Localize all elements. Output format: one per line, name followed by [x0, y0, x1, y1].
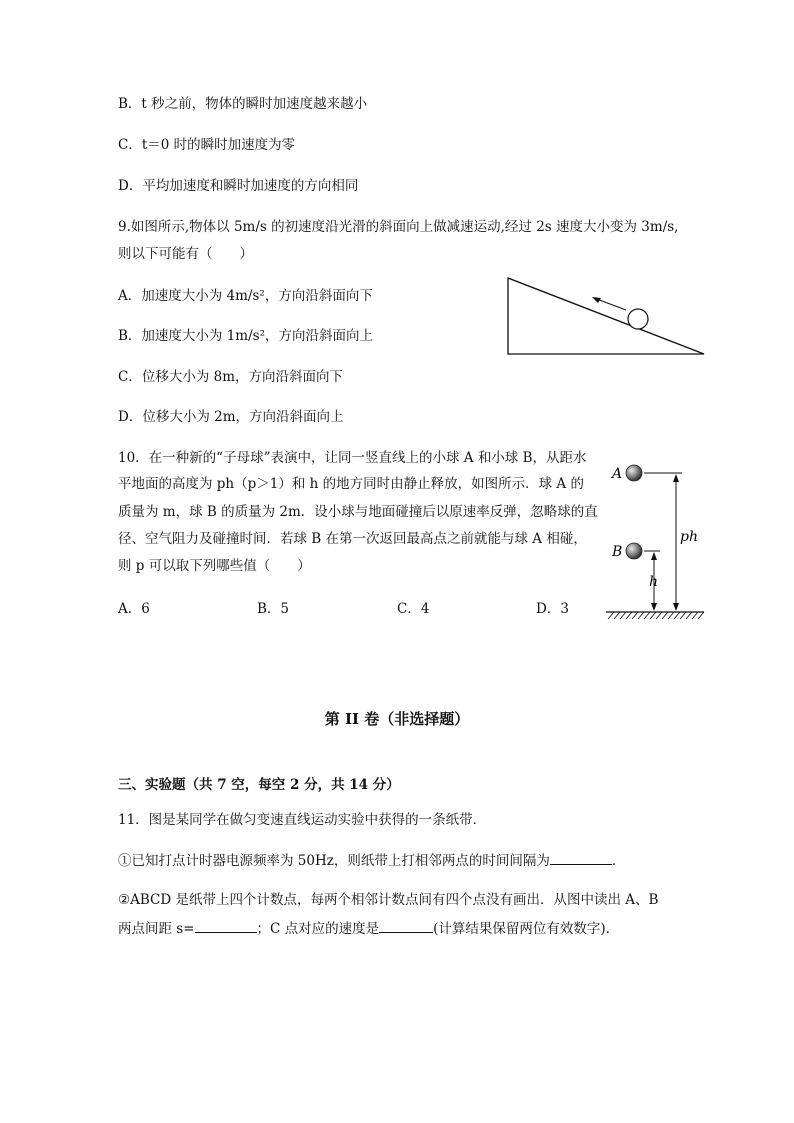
q11-sub1-text: ①已知打点计时器电源频率为 50Hz，则纸带上打相邻两点的时间间隔为: [118, 853, 550, 869]
q9-stem-line1: 9.如图所示,物体以 5m/s 的初速度沿光滑的斜面向上做减速运动,经过 2s 速度大小变为 3m/s,: [118, 219, 679, 235]
label-h: h: [649, 574, 659, 590]
q9-option-c: C．位移大小为 8m，方向沿斜面向下: [118, 369, 344, 385]
ball-b: [626, 543, 642, 559]
q10-option-c: C．4: [397, 601, 430, 617]
q10-stem-line4: 径、空气阻力及碰撞时间．若球 B 在第一次返回最高点之前就能与球 A 相碰，: [118, 531, 587, 547]
q9-option-b: B．加速度大小为 1m/s²，方向沿斜面向上: [118, 328, 373, 344]
two-ball-figure: [600, 455, 710, 625]
ball-a: [626, 465, 642, 481]
label-a: A: [612, 466, 623, 482]
answer-blank-distance[interactable]: [195, 919, 257, 933]
incline-ball: [628, 309, 648, 329]
q8-option-b: B．t 秒之前，物体的瞬时加速度越来越小: [118, 96, 368, 112]
q10-option-b: B．5: [257, 601, 290, 617]
q11-stem: 11．图是某同学在做匀变速直线运动实验中获得的一条纸带．: [118, 812, 487, 828]
q10-stem-line3: 质量为 m，球 B 的质量为 2m．设小球与地面碰撞后以原速率反弹，忽略球的直: [118, 504, 598, 520]
q10-stem-line1: 10．在一种新的“子母球”表演中，让同一竖直线上的小球 A 和小球 B，从距水: [118, 450, 587, 466]
q10-option-d: D．3: [536, 601, 569, 617]
q11-sub2-text-a: 两点间距 s=: [118, 921, 195, 937]
label-ph: ph: [680, 529, 698, 545]
q8-option-d: D．平均加速度和瞬时加速度的方向相同: [118, 178, 359, 194]
label-b: B: [612, 544, 623, 560]
incline-triangle: [508, 278, 704, 354]
q9-option-d: D．位移大小为 2m，方向沿斜面向上: [118, 409, 344, 425]
section-title: 第 II 卷（非选择题）: [324, 710, 470, 728]
q10-stem-line2: 平地面的高度为 ph（p＞1）和 h 的地方同时由静止释放，如图所示．球 A 的: [118, 476, 584, 492]
velocity-arrowhead: [592, 297, 601, 303]
q10-option-a: A．6: [118, 601, 150, 617]
ground-hatch: [608, 612, 704, 619]
q11-sub2-line1: ②ABCD 是纸带上四个计数点，每两个相邻计数点间有四个点没有画出．从图中读出 A、B: [118, 892, 659, 908]
q9-option-a: A．加速度大小为 4m/s²，方向沿斜面向下: [118, 288, 373, 304]
q11-sub2-text-b: ；C 点对应的速度是: [256, 921, 380, 937]
q11-sub2-line2: [118, 919, 619, 938]
part3-heading: 三、实验题（共 7 空，每空 2 分，共 14 分）: [118, 777, 400, 793]
q11-sub2-text-c: (计算结果保留两位有效数字)．: [433, 921, 620, 937]
q11-sub1: [118, 851, 625, 870]
incline-figure: [500, 272, 712, 362]
q11-sub1-end: ．: [611, 853, 626, 869]
answer-blank-velocity[interactable]: [379, 919, 433, 933]
q10-stem-line5: 则 p 可以取下列哪些值（ ）: [118, 558, 311, 574]
answer-blank-interval[interactable]: [550, 851, 612, 865]
q9-stem-line2: 则以下可能有（ ）: [118, 246, 253, 262]
q8-option-c: C．t＝0 时的瞬时加速度为零: [118, 137, 296, 153]
